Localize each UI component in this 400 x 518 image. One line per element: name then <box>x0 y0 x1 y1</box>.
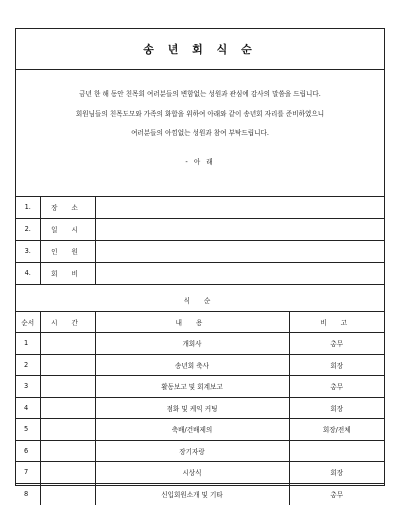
row-time[interactable] <box>40 483 95 505</box>
table-row <box>16 354 384 376</box>
row-time[interactable] <box>40 376 95 398</box>
column-header-content: 내 용 <box>95 311 289 333</box>
row-time[interactable] <box>40 397 95 419</box>
row-content: 개회사 <box>95 333 289 355</box>
row-seq: 8 <box>16 483 40 505</box>
info-row-attendees <box>16 240 384 262</box>
greeting-line-3: 여러분들의 아낌없는 성원과 참여 부탁드립니다. <box>131 129 269 137</box>
info-row-value[interactable] <box>95 262 384 284</box>
greeting-line-2: 회원님들의 친목도모와 가족의 화합을 위하여 아래와 같이 송년회 자리를 준비하였으니 <box>75 110 325 118</box>
row-note: 회장 <box>289 462 384 484</box>
row-seq: 3 <box>16 376 40 398</box>
info-row-label: 장 소 <box>40 196 95 218</box>
program-table <box>16 311 384 505</box>
info-row-datetime <box>16 218 384 240</box>
column-header-note: 비 고 <box>289 311 384 333</box>
program-header-row <box>16 311 384 333</box>
document-title: 송 년 회 식 순 <box>16 29 384 70</box>
row-note: 회장/전체 <box>289 419 384 441</box>
row-time[interactable] <box>40 462 95 484</box>
row-content: 점화 및 케익 커팅 <box>95 397 289 419</box>
row-seq: 6 <box>16 440 40 462</box>
row-note: 총무 <box>289 333 384 355</box>
info-row-label: 일 시 <box>40 218 95 240</box>
row-content: 송년회 축사 <box>95 354 289 376</box>
greeting-line-1: 금년 한 해 동안 친목회 여러분들의 변함없는 성원과 관심에 감사의 말씀을 드립니다. <box>79 90 321 98</box>
row-content: 축배/건배제의 <box>95 419 289 441</box>
column-header-seq: 순서 <box>16 311 40 333</box>
table-row <box>16 483 384 505</box>
info-row-label: 인 원 <box>40 240 95 262</box>
row-time[interactable] <box>40 333 95 355</box>
row-seq: 7 <box>16 462 40 484</box>
table-row <box>16 419 384 441</box>
notice-label: - 아 래 <box>185 158 215 166</box>
row-seq: 4 <box>16 397 40 419</box>
table-row <box>16 397 384 419</box>
table-row <box>16 333 384 355</box>
program-section-title: 식 순 <box>16 288 384 312</box>
greeting-section <box>16 70 384 197</box>
row-content: 시상식 <box>95 462 289 484</box>
info-row-location <box>16 196 384 218</box>
info-table <box>16 196 384 285</box>
row-note <box>289 440 384 462</box>
info-row-value[interactable] <box>95 196 384 218</box>
info-row-value[interactable] <box>95 218 384 240</box>
info-row-label: 회 비 <box>40 262 95 284</box>
column-header-time: 시 간 <box>40 311 95 333</box>
row-note: 총무 <box>330 491 344 499</box>
row-note: 회장 <box>289 397 384 419</box>
row-time[interactable] <box>40 354 95 376</box>
row-seq: 5 <box>16 419 40 441</box>
row-time[interactable] <box>40 440 95 462</box>
table-row <box>16 440 384 462</box>
table-row <box>16 376 384 398</box>
info-row-number: 4. <box>16 262 40 284</box>
row-note: 총무 <box>289 376 384 398</box>
table-row <box>16 462 384 484</box>
info-row-number: 1. <box>16 196 40 218</box>
info-row-number: 2. <box>16 218 40 240</box>
row-content: 활동보고 및 회계보고 <box>95 376 289 398</box>
row-time[interactable] <box>40 419 95 441</box>
program-sheet <box>15 28 385 499</box>
row-content: 장기자랑 <box>95 440 289 462</box>
row-note: 회장 <box>289 354 384 376</box>
info-row-value[interactable] <box>95 240 384 262</box>
info-row-fee <box>16 262 384 284</box>
info-row-number: 3. <box>16 240 40 262</box>
row-seq: 1 <box>16 333 40 355</box>
row-seq: 2 <box>16 354 40 376</box>
row-content: 신입회원소개 및 기타 <box>95 483 289 505</box>
